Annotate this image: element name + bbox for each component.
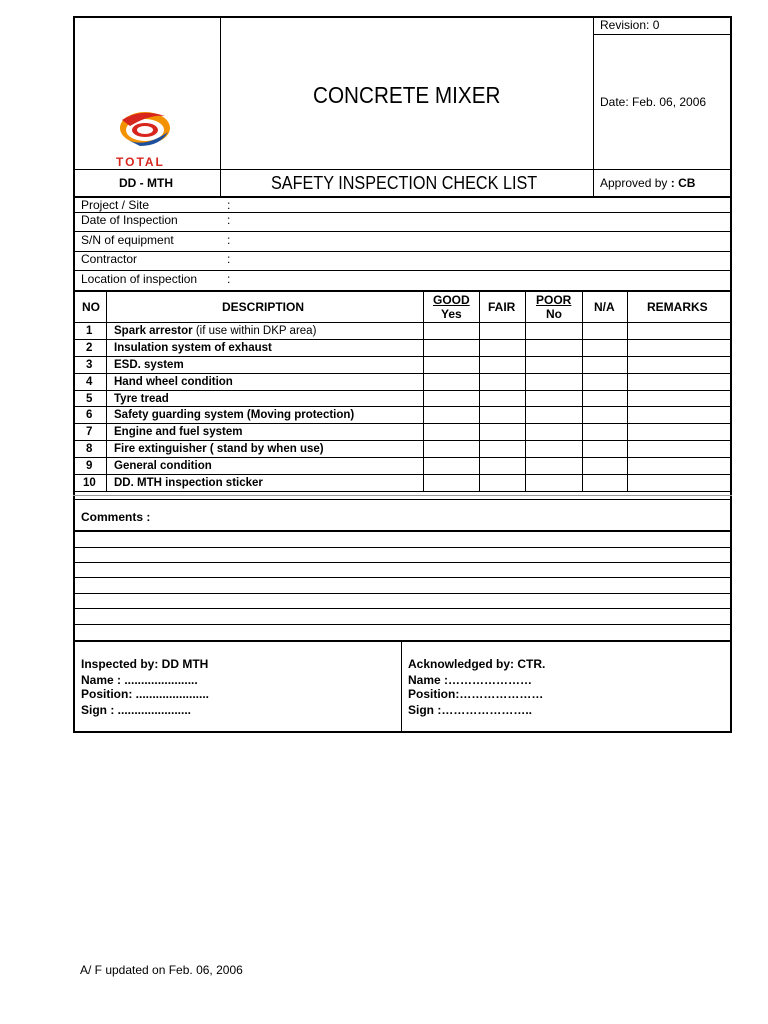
row-number: 1 bbox=[86, 325, 93, 337]
row-description: Tyre tread bbox=[114, 393, 169, 405]
row-number: 4 bbox=[86, 376, 93, 388]
info-sep: : bbox=[227, 198, 231, 212]
row-description: ESD. system bbox=[114, 359, 184, 371]
inspected-sign: Sign : ...................... bbox=[81, 703, 192, 717]
col-remarks: REMARKS bbox=[647, 300, 708, 314]
col-no: NO bbox=[82, 300, 100, 314]
acknowledged-title: Acknowledged by: CTR. bbox=[408, 657, 546, 671]
col-fair: FAIR bbox=[488, 300, 516, 314]
row-number: 5 bbox=[86, 393, 93, 405]
row-description: Engine and fuel system bbox=[114, 426, 243, 438]
inspected-position: Position: ...................... bbox=[81, 687, 210, 701]
info-sep: : bbox=[227, 213, 231, 227]
row-desc-note: (if use within DKP area) bbox=[192, 325, 317, 337]
row-number: 10 bbox=[83, 477, 96, 489]
info-sep: : bbox=[227, 272, 231, 286]
info-sep: : bbox=[227, 233, 231, 247]
info-label-contractor: Contractor bbox=[81, 252, 138, 266]
row-number: 2 bbox=[86, 342, 93, 354]
revision-label: Revision: 0 bbox=[600, 18, 660, 32]
row-number: 8 bbox=[86, 443, 93, 455]
col-na: N/A bbox=[594, 300, 615, 314]
approved-value: : CB bbox=[670, 176, 696, 190]
inspected-name: Name : ...................... bbox=[81, 673, 198, 687]
total-logo bbox=[110, 106, 180, 170]
info-label-project: Project / Site bbox=[81, 198, 150, 212]
approved-by bbox=[600, 177, 695, 189]
col-poor-sub: No bbox=[546, 307, 562, 321]
row-description: Fire extinguisher ( stand by when use) bbox=[114, 443, 324, 455]
row-description: Hand wheel condition bbox=[114, 376, 233, 388]
row-number: 9 bbox=[86, 460, 93, 472]
logo-text: TOTAL bbox=[116, 155, 165, 169]
row-description: General condition bbox=[114, 460, 212, 472]
approved-label: Approved by bbox=[600, 176, 668, 190]
footer-note: A/ F updated on Feb. 06, 2006 bbox=[80, 963, 243, 977]
row-description: DD. MTH inspection sticker bbox=[114, 477, 263, 489]
col-good: GOOD bbox=[433, 293, 470, 307]
col-description: DESCRIPTION bbox=[222, 300, 305, 314]
info-label-date: Date of Inspection bbox=[81, 213, 178, 227]
col-good-sub: Yes bbox=[441, 307, 462, 321]
acknowledged-position: Position:………………… bbox=[408, 687, 544, 701]
row-description: Safety guarding system (Moving protection) bbox=[114, 409, 355, 421]
row-description: Insulation system of exhaust bbox=[114, 342, 272, 354]
page-title: CONCRETE MIXER bbox=[313, 82, 501, 108]
col-poor: POOR bbox=[536, 293, 572, 307]
inspected-title: Inspected by: DD MTH bbox=[81, 657, 209, 671]
checklist-title: SAFETY INSPECTION CHECK LIST bbox=[271, 173, 538, 193]
acknowledged-sign: Sign :………………….. bbox=[408, 703, 532, 717]
info-label-sn: S/N of equipment bbox=[81, 233, 174, 247]
row-number: 7 bbox=[86, 426, 93, 438]
info-sep: : bbox=[227, 252, 231, 266]
row-description bbox=[114, 326, 316, 338]
dept-code: DD - MTH bbox=[119, 176, 173, 190]
info-label-location: Location of inspection bbox=[81, 272, 198, 286]
row-desc-text: Spark arrestor bbox=[114, 325, 193, 337]
acknowledged-name: Name :………………… bbox=[408, 673, 533, 687]
comments-label: Comments : bbox=[81, 510, 151, 524]
date-label: Date: Feb. 06, 2006 bbox=[600, 95, 707, 109]
row-number: 6 bbox=[86, 409, 93, 421]
row-number: 3 bbox=[86, 359, 93, 371]
